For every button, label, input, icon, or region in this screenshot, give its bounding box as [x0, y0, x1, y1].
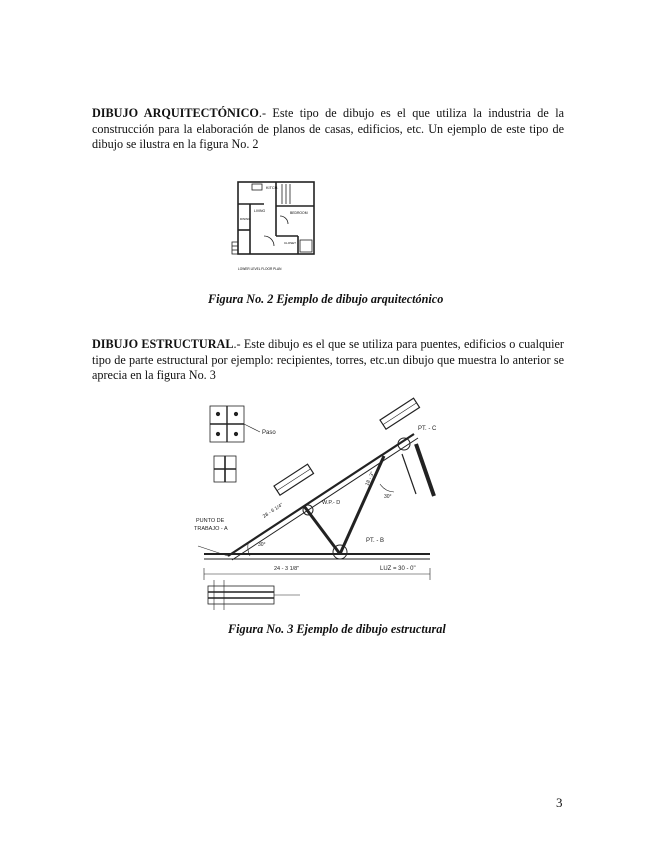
- paragraph-structural: [92, 337, 564, 384]
- caption-figure-3: Figura No. 3 Ejemplo de dibujo estructural: [228, 622, 446, 636]
- label-trabajo: TRABAJO - A: [194, 526, 228, 532]
- caption-figure-2: Figura No. 2 Ejemplo de dibujo arquitectónico: [208, 292, 444, 306]
- label-kitchen: KITCH.: [266, 186, 279, 190]
- label-dim: 24 - 3 1/8": [274, 566, 300, 572]
- label-wp-d: W.P.- D: [322, 500, 341, 506]
- label-pt-c: PT. - C: [418, 426, 437, 432]
- heading-structural: DIBUJO ESTRUCTURAL: [92, 337, 234, 351]
- heading-architectural: DIBUJO ARQUITECTÓNICO: [92, 106, 259, 120]
- paragraph-architectural: [92, 106, 564, 153]
- label-member-2: 18 - 3": [364, 471, 376, 487]
- label-pt-b: PT. - B: [366, 538, 385, 544]
- label-angle-top: 30°: [384, 494, 392, 500]
- label-plan-title: LOWER LEVEL FLOOR PLAN: [238, 267, 282, 271]
- label-dining: DINING: [240, 217, 251, 221]
- label-luz: LUZ = 30 - 0": [380, 566, 416, 572]
- label-closet: CLOSET: [284, 241, 297, 245]
- figure-3-truss-drawing: [184, 394, 438, 622]
- label-living: LIVING: [254, 209, 266, 213]
- figure-2-floor-plan: [228, 176, 320, 274]
- label-angle-left: 30°: [258, 542, 266, 548]
- label-member-1: 28 - 6 1/4": [261, 502, 285, 520]
- label-paso: Paso: [262, 430, 276, 436]
- page-number: 3: [556, 795, 563, 810]
- label-punto: PUNTO DE: [196, 518, 225, 524]
- text-structural: .- Este dibujo es el que se utiliza para puentes, edificios o cualquier tipo de parte estructural por ejemplo: recipientes, torres, etc.un dibujo que muestra lo anterior se aprecia en la figura No. 3: [92, 337, 564, 383]
- text-architectural: .- Este tipo de dibujo es el que utiliza la industria de la construcción para la elaboración de planos de casas, edificios, etc. Un ejemplo de este tipo de dibujo se ilustra en la figura No. 2: [92, 106, 564, 152]
- label-bedroom: BEDROOM: [290, 211, 308, 215]
